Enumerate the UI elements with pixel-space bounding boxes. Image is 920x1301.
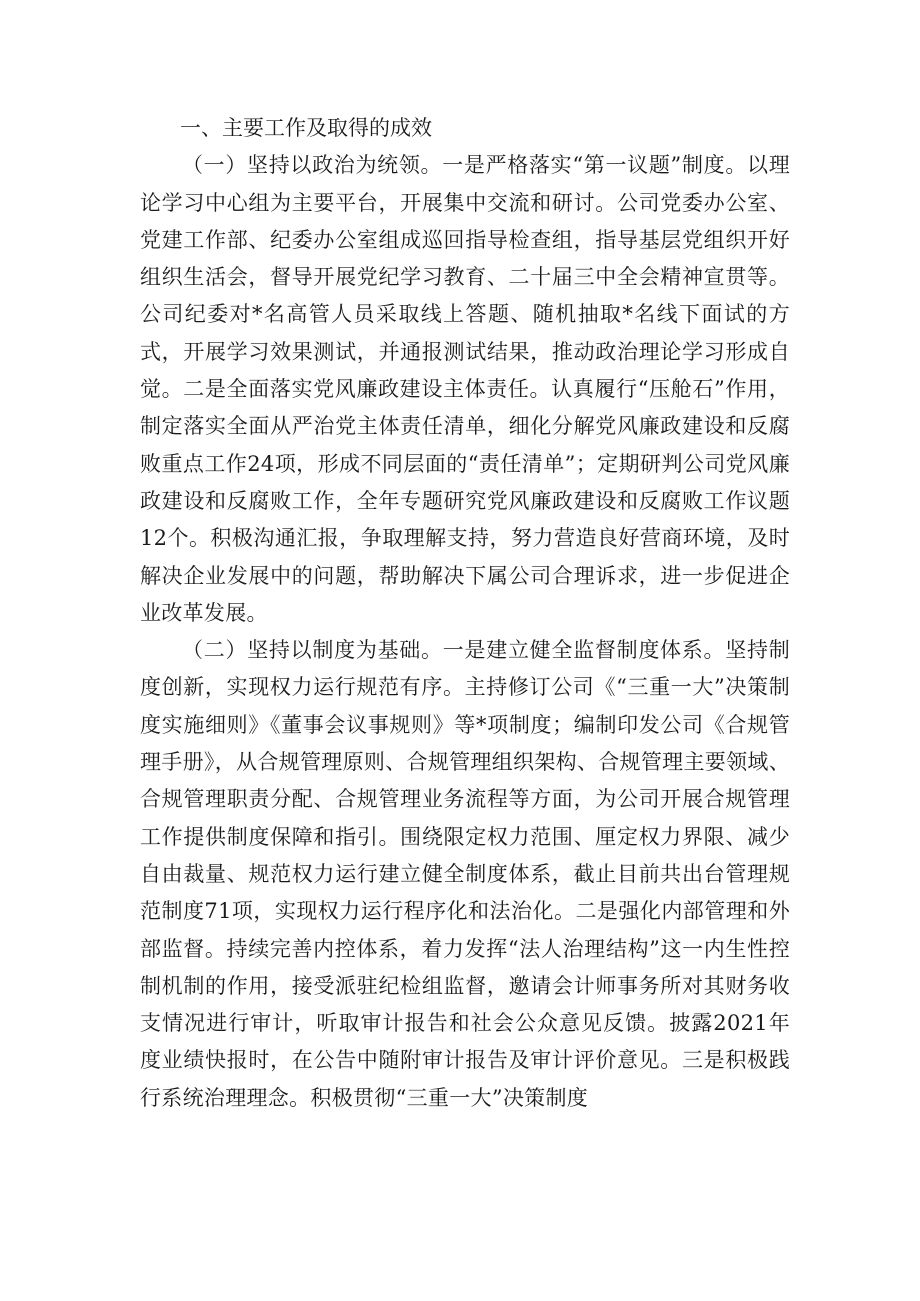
paragraph-politics: （一）坚持以政治为统领。一是严格落实“第一议题”制度。以理论学习中心组为主要平台，开展集中交流和研讨。公司党委办公室、党建工作部、纪委办公室组成巡回指导检查组，指导基层党组织开好组织生活会，督导开展党纪学习教育、二十届三中全会精神宣贯等。公司纪委对*名高管人员采取线上答题、随机抽取*名线下面试的方式，开展学习效果测试，并通报测试结果，推动政治理论学习形成自觉。二是全面落实党风廉政建设主体责任。认真履行“压舱石”作用，制定落实全面从严治党主体责任清单，细化分解党风廉政建设和反腐败重点工作24项，形成不同层面的“责任清单”；定期研判公司党风廉政建设和反腐败工作，全年专题研究党风廉政建设和反腐败工作议题12个。积极沟通汇报，争取理解支持，努力营造良好营商环境，及时解决企业发展中的问题，帮助解决下属公司合理诉求，进一步促进企业改革发展。	[140, 153, 790, 625]
paragraph-institutions: （二）坚持以制度为基础。一是建立健全监督制度体系。坚持制度创新，实现权力运行规范有序。主持修订公司《“三重一大”决策制度实施细则》《董事会议事规则》等*项制度；编制印发公司《合规管理手册》，从合规管理原则、合规管理组织架构、合规管理主要领域、合规管理职责分配、合规管理业务流程等方面，为公司开展合规管理工作提供制度保障和指引。围绕限定权力范围、厘定权力界限、减少自由裁量、规范权力运行建立健全制度体系，截止目前共出台管理规范制度71项，实现权力运行程序化和法治化。二是强化内部管理和外部监督。持续完善内控体系，着力发挥“法人治理结构”这一内生性控制机制的作用，接受派驻纪检组监督，邀请会计师事务所对其财务收支情况进行审计，听取审计报告和社会公众意见反馈。披露2021年度业绩快报时，在公告中随附审计报告及审计评价意见。三是积极践行系统治理理念。积极贯彻“三重一大”决策制度	[140, 638, 790, 1110]
section-heading: 一、主要工作及取得的成效	[180, 116, 432, 140]
document-body	[140, 110, 790, 1117]
